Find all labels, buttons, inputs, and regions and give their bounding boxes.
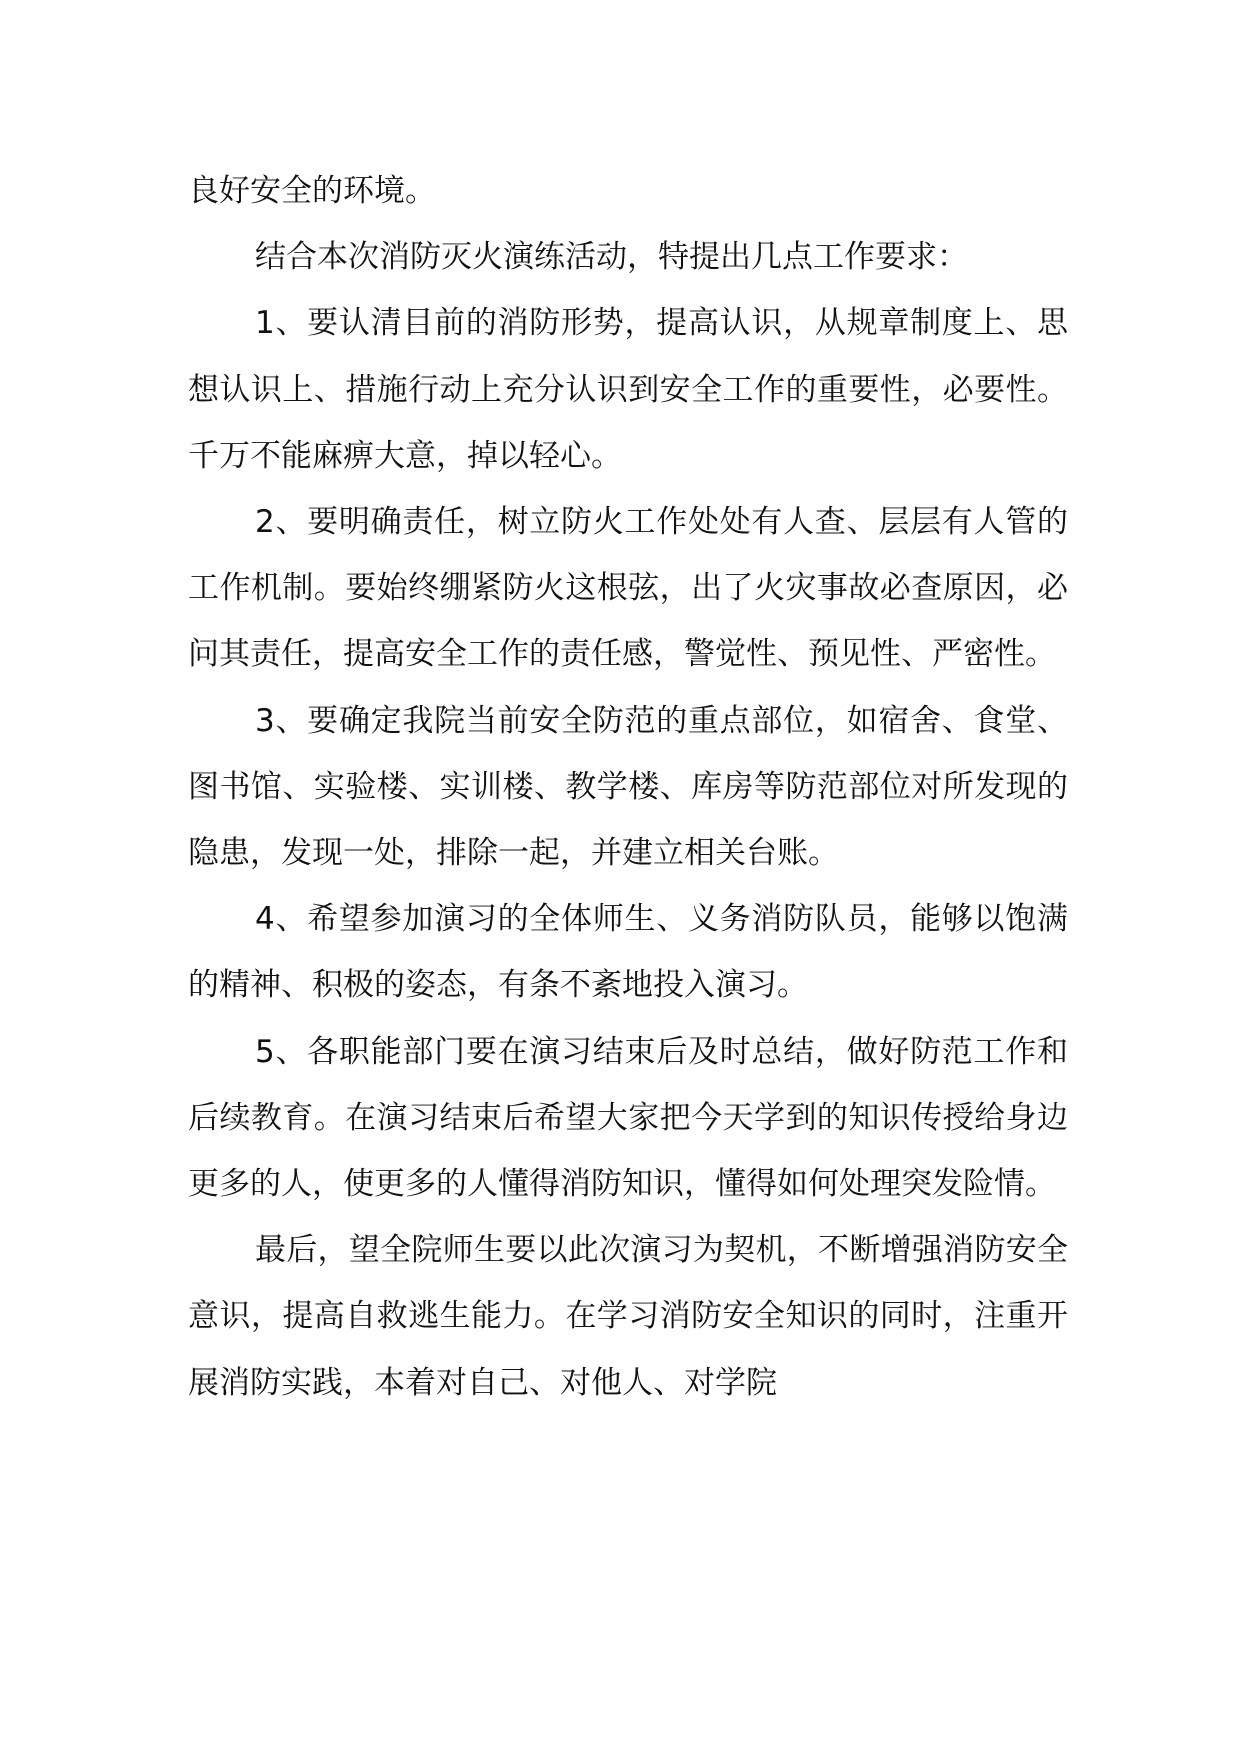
paragraph-conclusion: 最后，望全院师生要以此次演习为契机，不断增强消防安全意识，提高自救逃生能力。在学习消防安全知识的同时，注重开展消防实践，本着对自己、对他人、对学院: [188, 1232, 1068, 1401]
paragraph-item-5: 5、各职能部门要在演习结束后及时总结，做好防范工作和后续教育。在演习结束后希望大家把今天学到的知识传授给身边更多的人，使更多的人懂得消防知识，懂得如何处理突发险情。: [188, 1033, 1068, 1203]
paragraph-continuation: 良好安全的环境。: [188, 173, 436, 209]
document-body: [188, 158, 1068, 1416]
paragraph-item-3: 3、要确定我院当前安全防范的重点部位，如宿舍、食堂、图书馆、实验楼、实训楼、教学楼、库房等防范部位对所发现的隐患，发现一处，排除一起，并建立相关台账。: [188, 702, 1068, 872]
paragraph-item-4: 4、希望参加演习的全体师生、义务消防队员，能够以饱满的精神、积极的姿态，有条不紊地投入演习。: [188, 901, 1068, 1004]
paragraph-item-1: 1、要认清目前的消防形势，提高认识，从规章制度上、思想认识上、措施行动上充分认识到安全工作的重要性，必要性。千万不能麻痹大意，掉以轻心。: [188, 305, 1068, 474]
paragraph-item-2: 2、要明确责任，树立防火工作处处有人查、层层有人管的工作机制。要始终绷紧防火这根弦，出了火灾事故必查原因，必问其责任，提高安全工作的责任感，警觉性、预见性、严密性。: [188, 504, 1068, 673]
paragraph-intro: 结合本次消防灭火演练活动，特提出几点工作要求：: [255, 239, 968, 276]
